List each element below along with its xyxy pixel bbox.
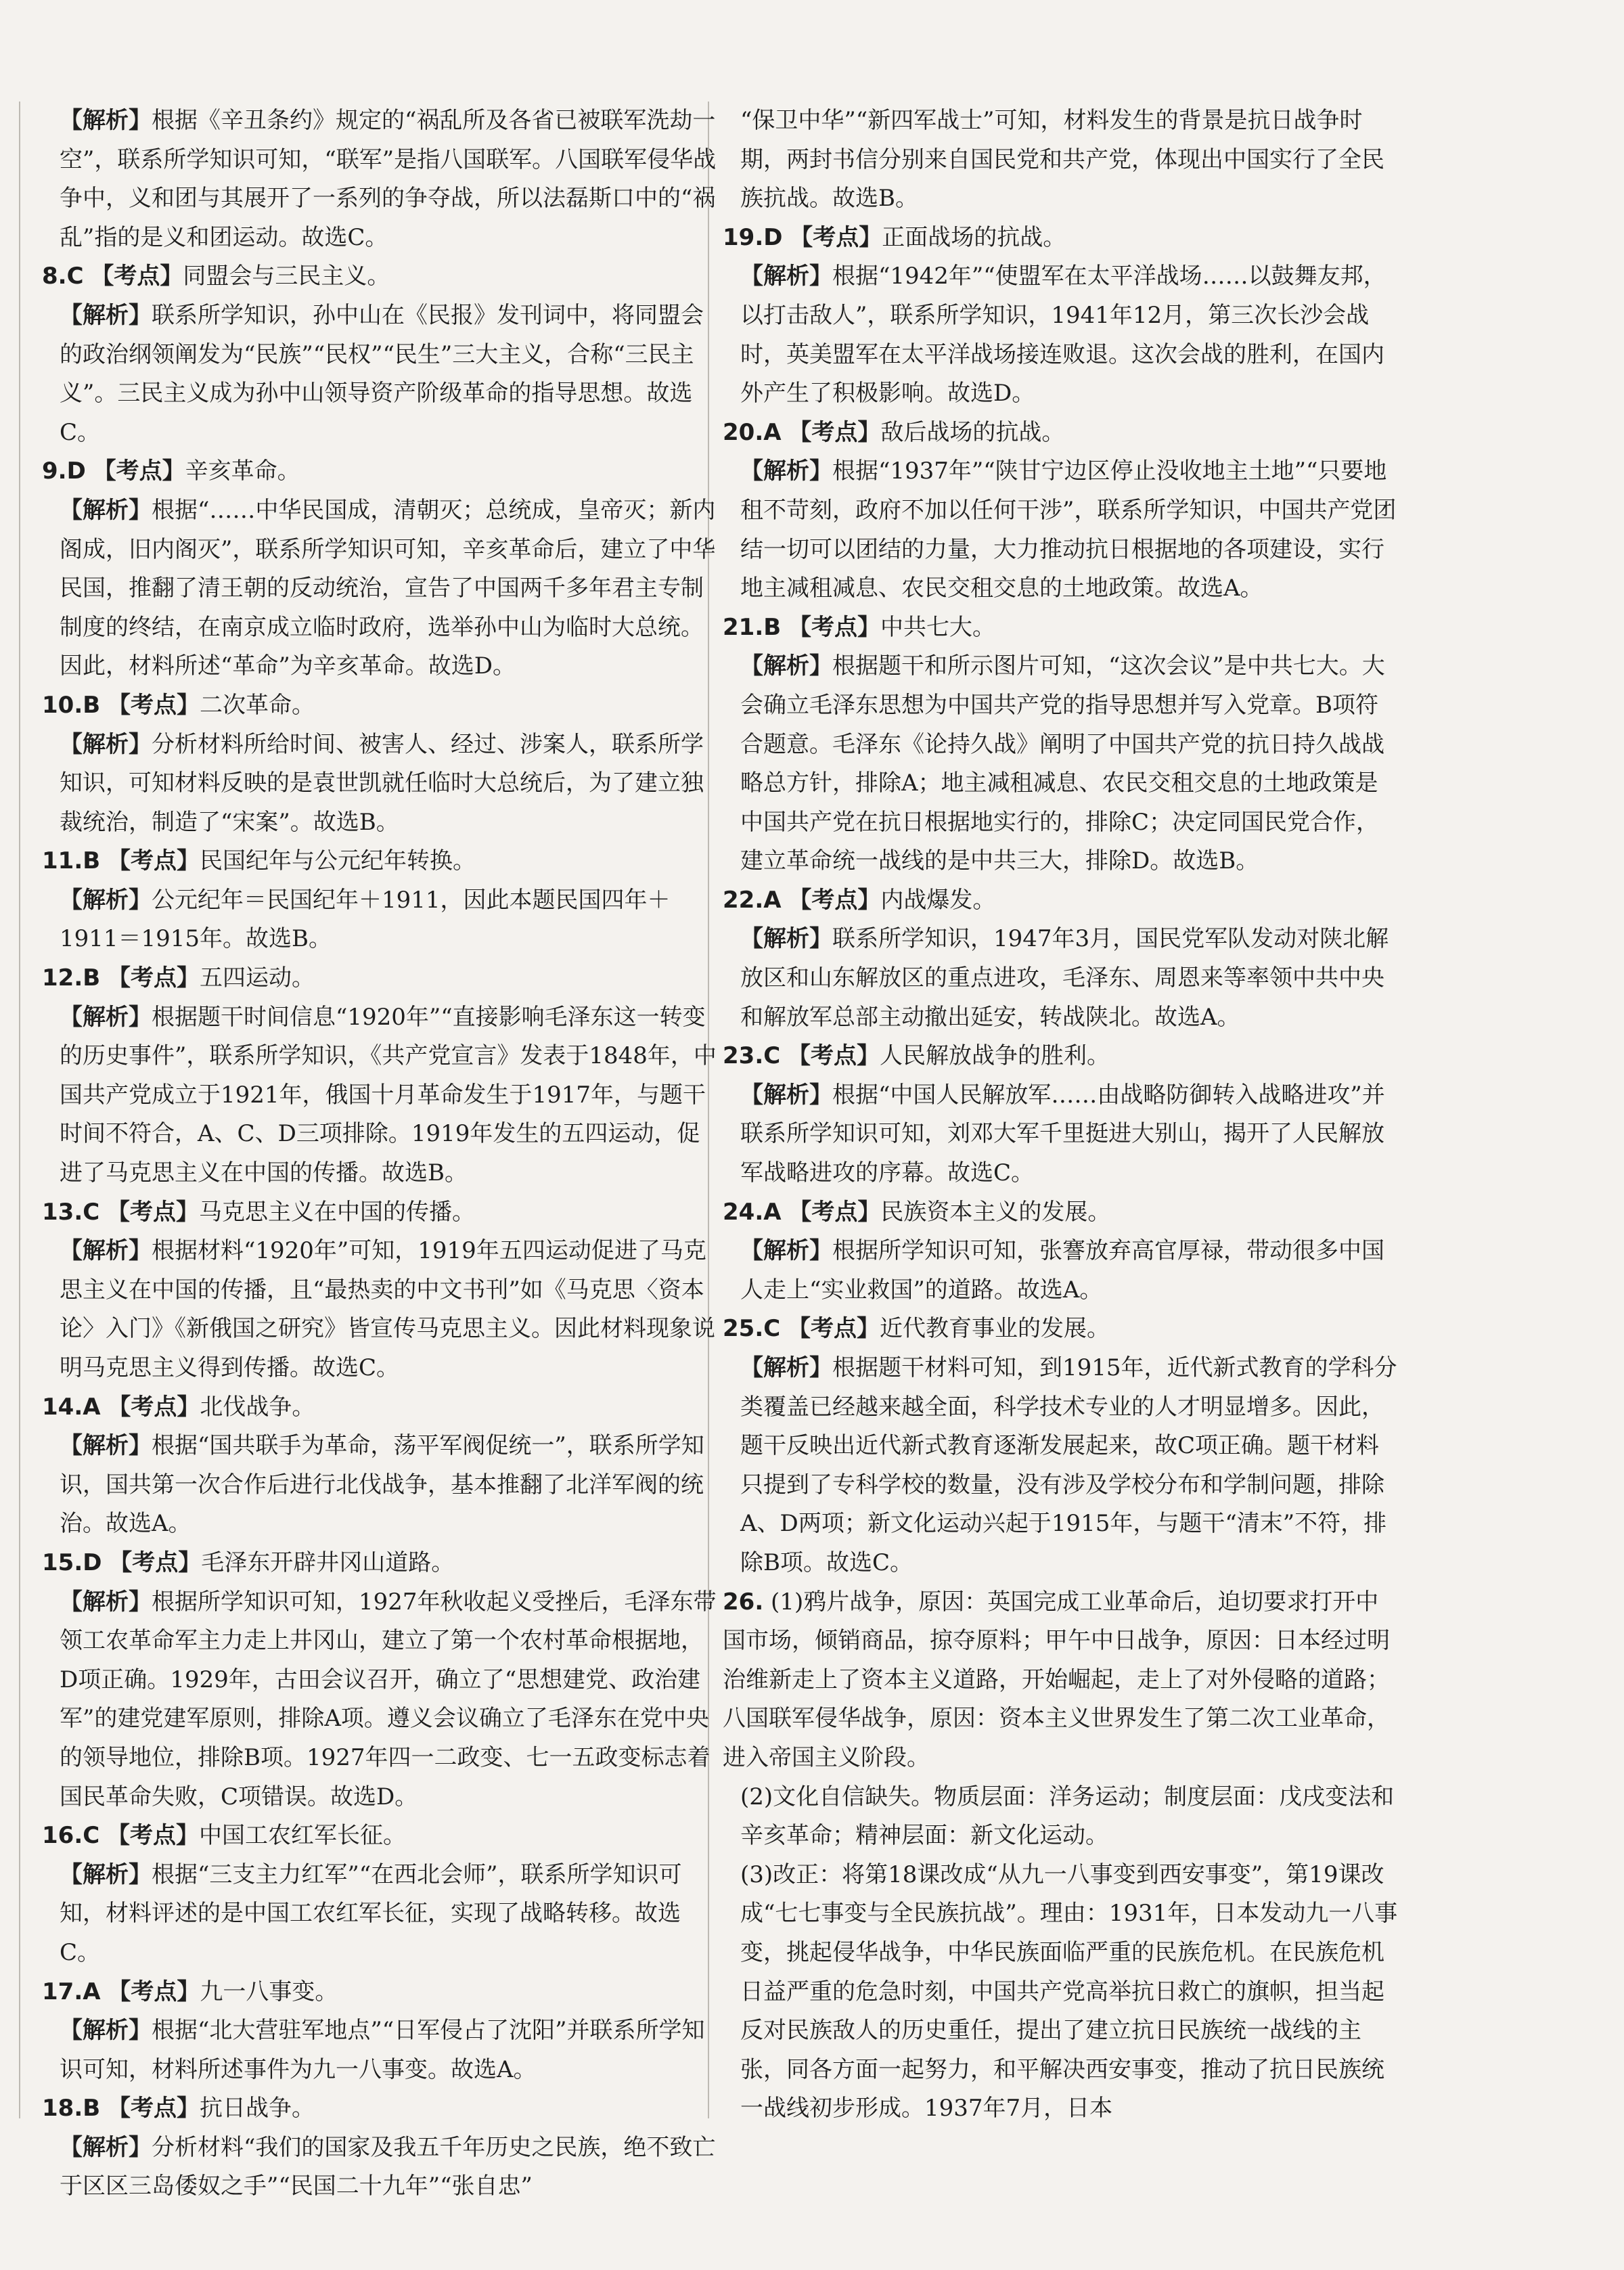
item-text: 分析材料“我们的国家及我五千年历史之民族，绝不致亡于区区三岛倭奴之手”“民国二十九年”“张自忠” bbox=[60, 2133, 716, 2200]
item-text: 根据“1937年”“陕甘宁边区停止没收地主土地”“只要地租不苛刻，政府不加以任何干涉”，联系所学知识，中国共产党团结一切可以团结的力量，大力推动抗日根据地的各项建设，实行地主减租减息、农民交租交息的土地政策。故选A。 bbox=[740, 458, 1397, 602]
analysis-tag: 【解析】 bbox=[60, 1588, 152, 1616]
item-text: 公元纪年＝民国纪年＋1911，因此本题民国四年＋1911＝1915年。故选B。 bbox=[60, 886, 671, 953]
explanation-block bbox=[723, 452, 1399, 608]
answer-item bbox=[42, 686, 719, 726]
analysis-tag: 【解析】 bbox=[60, 2133, 152, 2161]
question-number: 11.B bbox=[42, 847, 101, 875]
item-text: (1)鸦片战争，原因：英国完成工业革命后，迫切要求打开中国市场，倾销商品，掠夺原料；甲午中日战争，原因：日本经过明治维新走上了资本主义道路，开始崛起，走上了对外侵略的道路；八国联军侵华战争，原因：资本主义世界发生了第二次工业革命，进入帝国主义阶段。 bbox=[723, 1588, 1390, 1771]
answer-item bbox=[42, 1544, 719, 1583]
analysis-tag: 【解析】 bbox=[60, 1861, 152, 1888]
item-text: 分析材料所给时间、被害人、经过、涉案人，联系所学知识，可知材料反映的是袁世凯就任临时大总统后，为了建立独裁统治，制造了“宋案”。故选B。 bbox=[60, 730, 704, 836]
answer-item bbox=[42, 1817, 719, 1856]
item-text: 根据“……中华民国成，清朝灭；总统成，皇帝灭；新内阁成，旧内阁灭”，联系所学知识可知，辛亥革命后，建立了中华民国，推翻了清王朝的反动统治，宣告了中国两千多年君主专制制度的终结，在南京成立临时政府，选举孙中山为临时大总统。因此，材料所述“革命”为辛亥革命。故选D。 bbox=[60, 496, 716, 680]
key-point-tag: 【考点】 bbox=[107, 1198, 199, 1226]
left-margin-rule bbox=[19, 102, 20, 2118]
explanation-block bbox=[723, 1232, 1399, 1310]
explanation-block bbox=[723, 102, 1399, 219]
question-number: 16.C bbox=[42, 1822, 100, 1850]
item-text: 马克思主义在中国的传播。 bbox=[199, 1198, 475, 1226]
item-text: 内战爆发。 bbox=[880, 886, 996, 914]
item-text: 辛亥革命。 bbox=[185, 458, 300, 485]
question-number: 12.B bbox=[42, 964, 101, 992]
analysis-tag: 【解析】 bbox=[740, 925, 832, 953]
explanation-block bbox=[723, 257, 1399, 413]
analysis-tag: 【解析】 bbox=[60, 496, 152, 524]
analysis-tag: 【解析】 bbox=[740, 652, 832, 680]
question-number: 10.B bbox=[42, 691, 101, 719]
item-text: 根据题干时间信息“1920年”“直接影响毛泽东这一转变的历史事件”，联系所学知识，《共产党宣言》发表于1848年，中国共产党成立于1921年，俄国十月革命发生于1917年，与题干时间不符合，A、C、D三项排除。1919年发生的五四运动，促进了马克思主义在中国的传播。故选B。 bbox=[60, 1003, 717, 1187]
item-text: 二次革命。 bbox=[199, 691, 315, 719]
explanation-block bbox=[42, 1856, 719, 1973]
question-number: 24.A bbox=[723, 1198, 782, 1226]
key-point-tag: 【考点】 bbox=[107, 847, 200, 875]
answer-item bbox=[42, 1388, 719, 1427]
item-text: 根据“国共联手为革命，荡平军阀促统一”，联系所学知识，国共第一次合作后进行北伐战争，基本推翻了北洋军阀的统治。故选A。 bbox=[60, 1432, 704, 1538]
item-text: 九一八事变。 bbox=[200, 1978, 338, 2005]
answer-item bbox=[42, 842, 719, 881]
explanation-block bbox=[42, 296, 719, 452]
analysis-tag: 【解析】 bbox=[740, 1354, 832, 1381]
question-number: 21.B bbox=[723, 613, 782, 641]
explanation-block bbox=[723, 1076, 1399, 1193]
analysis-tag: 【解析】 bbox=[740, 1237, 832, 1265]
explanation-block bbox=[42, 726, 719, 843]
key-point-tag: 【考点】 bbox=[107, 1822, 199, 1850]
analysis-tag: 【解析】 bbox=[740, 458, 832, 485]
key-point-tag: 【考点】 bbox=[107, 964, 200, 992]
item-text: “保卫中华”“新四军战士”可知，材料发生的背景是抗日战争时期，两封书信分别来自国民党和共产党，体现出中国实行了全民族抗战。故选B。 bbox=[740, 107, 1384, 213]
explanation-block bbox=[723, 647, 1399, 881]
key-point-tag: 【考点】 bbox=[91, 263, 183, 290]
explanation-block bbox=[42, 998, 719, 1193]
question-number: 17.A bbox=[42, 1978, 101, 2005]
analysis-tag: 【解析】 bbox=[60, 2017, 152, 2045]
item-text: 民国纪年与公元纪年转换。 bbox=[199, 847, 476, 875]
key-point-tag: 【考点】 bbox=[93, 458, 185, 485]
question-number: 14.A bbox=[42, 1393, 101, 1421]
answer-item bbox=[42, 257, 719, 296]
item-text: 根据题干和所示图片可知，“这次会议”是中共七大。大会确立毛泽东思想为中国共产党的指导思想并写入党章。B项符合题意。毛泽东《论持久战》阐明了中国共产党的抗日持久战战略总方针，排除A；地主减租减息、农民交租交息的土地政策是中国共产党在抗日根据地实行的，排除C；决定同国民党合作，建立革命统一战线的是中共三大，排除D。故选B。 bbox=[740, 652, 1385, 875]
key-point-tag: 【考点】 bbox=[788, 1042, 880, 1070]
answer-item bbox=[723, 219, 1399, 258]
answer-item bbox=[42, 1973, 719, 2012]
analysis-tag: 【解析】 bbox=[60, 1003, 152, 1031]
question-number: 18.B bbox=[42, 2095, 101, 2122]
item-text: 根据题干材料可知，到1915年，近代新式教育的学科分类覆盖已经越来越全面，科学技术专业的人才明显增多。因此，题干反映出近代新式教育逐渐发展起来，故C项正确。题干材料只提到了专科学校的数量，没有涉及学校分布和学制问题，排除A、D两项；新文化运动兴起于1915年，与题干“清末”不符，排除B项。故选C。 bbox=[740, 1354, 1397, 1576]
answer-item bbox=[723, 1310, 1399, 1349]
key-point-tag: 【考点】 bbox=[107, 2095, 200, 2122]
answer-item bbox=[42, 2089, 719, 2129]
right-column bbox=[723, 102, 1399, 2129]
question-number: 22.A bbox=[723, 886, 782, 914]
explanation-block bbox=[42, 1583, 719, 1817]
item-text: 联系所学知识，1947年3月，国民党军队发动对陕北解放区和山东解放区的重点进攻，毛泽东、周恩来等率领中共中央和解放军总部主动撤出延安，转战陕北。故选A。 bbox=[740, 925, 1389, 1031]
item-text: 正面战场的抗战。 bbox=[882, 223, 1066, 251]
answer-item bbox=[42, 1193, 719, 1232]
explanation-block bbox=[42, 2129, 719, 2206]
answer-item bbox=[723, 608, 1399, 648]
key-point-tag: 【考点】 bbox=[788, 886, 881, 914]
key-point-tag: 【考点】 bbox=[108, 1393, 200, 1421]
item-text: 根据“1942年”“使盟军在太平洋战场……以鼓舞友邦，以打击敌人”，联系所学知识，1941年12月，第三次长沙会战时，英美盟军在太平洋战场接连败退。这次会战的胜利，在国内外产生了积极影响。故选D。 bbox=[740, 263, 1386, 407]
item-text: (3)改正：将第18课改成“从九一八事变到西安事变”，第19课改成“七七事变与全民族抗战”。理由：1931年，日本发动九一八事变，挑起侵华战争，中华民族面临严重的民族危机。在民族危机日益严重的危急时刻，中国共产党高举抗日救亡的旗帜，担当起反对民族敌人的历史重任，提出了建立抗日民族统一战线的主张，同各方面一起努力，和平解决西安事变，推动了抗日民族统一战线初步形成。1937年7月，日本 bbox=[740, 1861, 1398, 2122]
key-point-tag: 【考点】 bbox=[788, 1315, 880, 1343]
answer-item bbox=[42, 452, 719, 491]
item-text: 中国工农红军长征。 bbox=[199, 1822, 406, 1850]
key-point-tag: 【考点】 bbox=[107, 691, 200, 719]
question-number: 13.C bbox=[42, 1198, 100, 1226]
analysis-tag: 【解析】 bbox=[60, 301, 152, 329]
answer-item bbox=[42, 959, 719, 998]
question-number: 19.D bbox=[723, 223, 783, 251]
item-text: 敌后战场的抗战。 bbox=[880, 418, 1065, 446]
item-text: 近代教育事业的发展。 bbox=[880, 1315, 1110, 1343]
explanation-block bbox=[723, 1856, 1399, 2129]
analysis-tag: 【解析】 bbox=[740, 263, 832, 290]
question-number: 9.D bbox=[42, 458, 86, 485]
question-number: 23.C bbox=[723, 1042, 781, 1070]
analysis-tag: 【解析】 bbox=[60, 1432, 152, 1460]
answer-item bbox=[723, 414, 1399, 453]
analysis-tag: 【解析】 bbox=[60, 886, 152, 914]
key-point-tag: 【考点】 bbox=[788, 613, 880, 641]
item-text: 根据《辛丑条约》规定的“祸乱所及各省已被联军洗劫一空”，联系所学知识可知，“联军”是指八国联军。八国联军侵华战争中，义和团与其展开了一系列的争夺战，所以法磊斯口中的“祸乱”指的是义和团运动。故选C。 bbox=[60, 107, 717, 251]
item-text: 根据“北大营驻军地点”“日军侵占了沈阳”并联系所学知识可知，材料所述事件为九一八事变。故选A。 bbox=[60, 2017, 705, 2083]
explanation-block bbox=[723, 1778, 1399, 1856]
answer-item bbox=[723, 1583, 1399, 1778]
key-point-tag: 【考点】 bbox=[788, 418, 881, 446]
question-number: 15.D bbox=[42, 1549, 102, 1576]
question-number: 25.C bbox=[723, 1315, 781, 1343]
key-point-tag: 【考点】 bbox=[109, 1549, 202, 1576]
item-text: (2)文化自信缺失。物质层面：洋务运动；制度层面：戊戌变法和辛亥革命；精神层面：新文化运动。 bbox=[740, 1783, 1395, 1850]
question-number: 8.C bbox=[42, 263, 84, 290]
analysis-tag: 【解析】 bbox=[60, 107, 152, 134]
explanation-block bbox=[42, 1427, 719, 1544]
answer-item bbox=[723, 881, 1399, 920]
item-text: 民族资本主义的发展。 bbox=[880, 1198, 1111, 1226]
item-text: 抗日战争。 bbox=[199, 2095, 315, 2122]
left-column bbox=[42, 102, 719, 2206]
item-text: 中共七大。 bbox=[880, 613, 995, 641]
explanation-block bbox=[42, 2011, 719, 2089]
item-text: 北伐战争。 bbox=[200, 1393, 315, 1421]
explanation-block bbox=[42, 881, 719, 959]
explanation-block bbox=[42, 491, 719, 686]
item-text: 人民解放战争的胜利。 bbox=[880, 1042, 1110, 1070]
item-text: 毛泽东开辟井冈山道路。 bbox=[201, 1549, 455, 1576]
answer-item bbox=[723, 1193, 1399, 1232]
key-point-tag: 【考点】 bbox=[790, 223, 882, 251]
item-text: 根据材料“1920年”可知，1919年五四运动促进了马克思主义在中国的传播，且“最热卖的中文书刊”如《马克思〈资本论〉入门》《新俄国之研究》皆宣传马克思主义。因此材料现象说明马克思主义得到传播。故选C。 bbox=[60, 1237, 715, 1381]
item-text: 根据所学知识可知，张謇放弃高官厚禄，带动很多中国人走上“实业救国”的道路。故选A。 bbox=[740, 1237, 1384, 1304]
analysis-tag: 【解析】 bbox=[60, 1237, 152, 1265]
analysis-tag: 【解析】 bbox=[740, 1081, 832, 1109]
item-text: 同盟会与三民主义。 bbox=[183, 263, 390, 290]
explanation-block bbox=[723, 1349, 1399, 1583]
explanation-block bbox=[42, 102, 719, 257]
key-point-tag: 【考点】 bbox=[788, 1198, 881, 1226]
item-text: 根据“中国人民解放军……由战略防御转入战略进攻”并联系所学知识可知，刘邓大军千里挺进大别山，揭开了人民解放军战略进攻的序幕。故选C。 bbox=[740, 1081, 1385, 1187]
item-text: 五四运动。 bbox=[199, 964, 315, 992]
key-point-tag: 【考点】 bbox=[108, 1978, 200, 2005]
answer-item bbox=[723, 1037, 1399, 1076]
item-text: 根据所学知识可知，1927年秋收起义受挫后，毛泽东带领工农革命军主力走上井冈山，建立了第一个农村革命根据地，D项正确。1929年，古田会议召开，确立了“思想建党、政治建军”的建党建军原则，排除A项。遵义会议确立了毛泽东在党中央的领导地位，排除B项。1927年四一二政变、七一五政变标志着国民革命失败，C项错误。故选D。 bbox=[60, 1588, 717, 1810]
analysis-tag: 【解析】 bbox=[60, 730, 152, 758]
explanation-block bbox=[42, 1232, 719, 1387]
question-number: 20.A bbox=[723, 418, 782, 446]
explanation-block bbox=[723, 920, 1399, 1037]
question-number: 26. bbox=[723, 1588, 764, 1616]
item-text: 根据“三支主力红军”“在西北会师”，联系所学知识可知，材料评述的是中国工农红军长征，实现了战略转移。故选C。 bbox=[60, 1861, 682, 1966]
item-text: 联系所学知识，孙中山在《民报》发刊词中，将同盟会的政治纲领阐发为“民族”“民权”“民生”三大主义，合称“三民主义”。三民主义成为孙中山领导资产阶级革命的指导思想。故选C。 bbox=[60, 301, 704, 446]
